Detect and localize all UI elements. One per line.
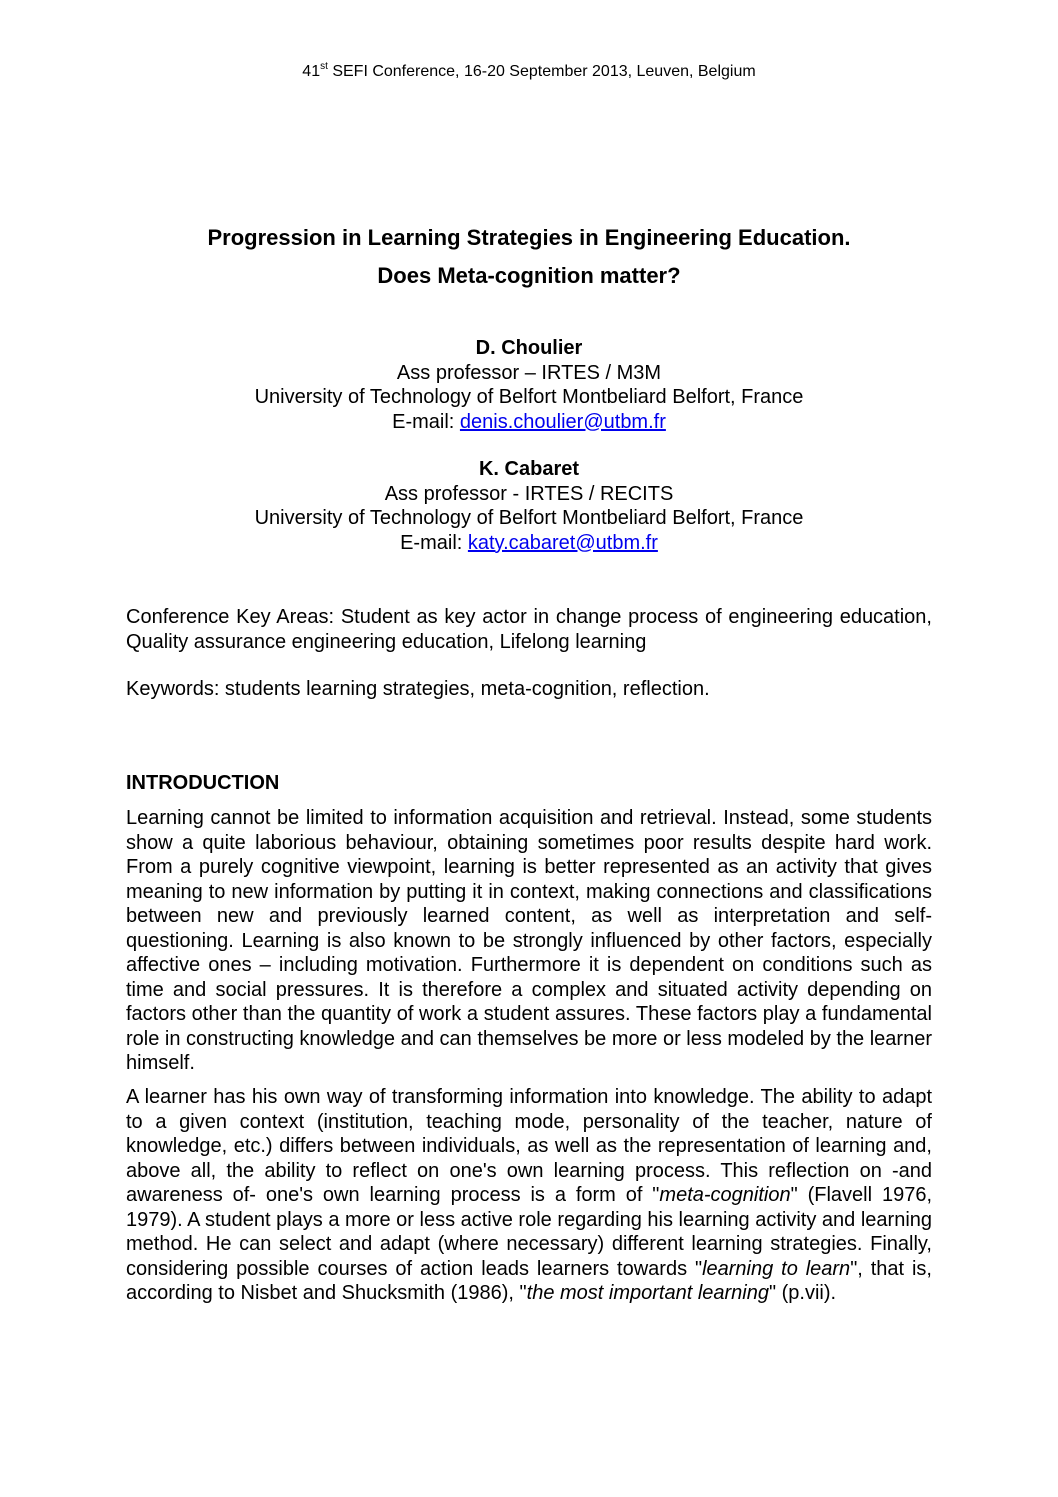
author-affiliation: University of Technology of Belfort Montbeliard Belfort, France <box>254 507 804 529</box>
title-line-1: Progression in Learning Strategies in Engineering Education. <box>207 225 851 250</box>
paper-title <box>0 219 1058 295</box>
conference-number: 41 <box>302 63 321 80</box>
conference-text: SEFI Conference, 16-20 September 2013, Leuven, Belgium <box>327 63 756 80</box>
author-name: K. Cabaret <box>478 458 580 480</box>
author-email-line <box>0 410 1058 435</box>
email-label: E-mail: <box>392 410 460 433</box>
author-name: D. Choulier <box>475 337 583 359</box>
email-label: E-mail: <box>400 531 468 554</box>
italic-term: meta-cognition <box>659 1184 791 1206</box>
conference-ordinal: st <box>320 60 328 72</box>
section-heading-introduction: INTRODUCTION <box>126 772 280 794</box>
keywords: Keywords: students learning strategies, meta-cognition, reflection. <box>126 678 710 700</box>
paragraph-text: " (Flavell 1976, 1979). A student plays a more or less active role regarding his learning activity and learning method. He can select and adapt (where necessary) different learning strategies. Finally, considering possible courses of action leads learners towards " <box>126 1184 933 1280</box>
italic-term: learning to learn <box>702 1257 851 1280</box>
author-block-2 <box>0 457 1058 555</box>
author-position: Ass professor – IRTES / M3M <box>396 361 662 384</box>
author-email-line <box>0 531 1058 556</box>
paragraph-text: " (p.vii). <box>768 1282 837 1304</box>
author-affiliation: University of Technology of Belfort Montbeliard Belfort, France <box>254 386 804 408</box>
author-block-1 <box>0 336 1058 434</box>
italic-quote: the most important learning <box>526 1282 769 1304</box>
running-header <box>0 62 1058 82</box>
introduction-paragraph-1: Learning cannot be limited to information acquisition and retrieval. Instead, some students show a quite laborious behaviour, obtaining sometimes poor results despite hard work. From a purely cognitive viewpoint, learning is better represented as an activity that gives meaning to new information by putting it in context, making connections and classifications between new and previously learned content, as well as interpretation and self-questioning. Learning is also known to be strongly influenced by other factors, especially affective ones – including motivation. Furthermore it is dependent on conditions such as time and social pressures. It is therefore a complex and situated activity depending on factors other than the quantity of work a student assures. These factors play a fundamental role in constructing knowledge and can themselves be more or less modeled by the learner himself. <box>126 807 932 1074</box>
paragraph-text: A learner has his own way of transforming information into knowledge. The ability to adapt to a given context (institution, teaching mode, personality of the teacher, nature of knowledge, etc.) differs between individuals, as well as the representation of learning and, above all, the ability to reflect on one's own learning process. This reflection on -and awareness of- one's own learning process is a form of " <box>126 1086 932 1206</box>
email-link[interactable]: katy.cabaret@utbm.fr <box>467 531 658 554</box>
author-position: Ass professor - IRTES / RECITS <box>384 482 674 505</box>
email-link[interactable]: denis.choulier@utbm.fr <box>459 410 666 433</box>
paragraph-text: ", that is, according to Nisbet and Shucksmith (1986), " <box>126 1257 932 1304</box>
introduction-paragraph-2 <box>126 1085 932 1306</box>
conference-key-areas: Conference Key Areas: Student as key actor in change process of engineering education, Quality assurance engineering education, Lifelong learning <box>126 606 932 653</box>
title-line-2: Does Meta-cognition matter? <box>377 263 681 288</box>
